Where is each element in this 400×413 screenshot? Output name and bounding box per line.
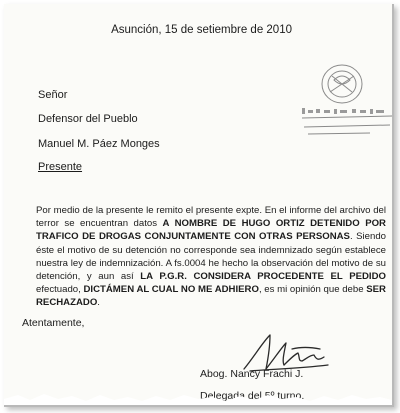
recipient-name: Manuel M. Páez Monges (38, 138, 160, 150)
body-part: , es mi opinión que debe (258, 284, 367, 296)
body-emphasis: DICTÁMEN AL CUAL NO ME ADHIERO (83, 284, 259, 296)
body-part: Por medio de la presente le remito el presente expte. En el informe del archivo del terror se encuentran datos (36, 205, 386, 230)
letter-page (4, 4, 394, 407)
body-emphasis: LA P.G.R. CONSIDERA PROCEDENTE EL PEDIDO (140, 271, 386, 283)
letter-date: Asunción, 15 de setiembre de 2010 (111, 24, 292, 36)
signer-role: Delegada del 5º turno. (200, 390, 305, 402)
body-part: . (97, 297, 100, 309)
letter-closing: Atentamente, (22, 317, 85, 329)
torn-edge (4, 391, 392, 405)
letter-body (36, 204, 386, 310)
official-stamp-icon (300, 46, 394, 138)
recipient-presente: Presente (38, 161, 83, 173)
body-emphasis: A NOMBRE DE HUGO ORTIZ DETENIDO POR TRAFICO DE DROGAS CONJUNTAMENTE CON OTRAS PERSONAS (36, 218, 386, 243)
body-part: . Siendo éste el motivo de su detención no corresponde sea indemnizado según establece nuestra ley de indemnización. A fs.0004 he hecho la observación del motivo de su detención, y aun así (36, 231, 386, 283)
body-emphasis: SER RECHAZADO (36, 284, 386, 309)
body-part: efectuado, (36, 284, 84, 296)
signer-name: Abog. Nancy Frachi J. (200, 368, 304, 380)
recipient-salutation: Señor (38, 89, 68, 101)
recipient-office: Defensor del Pueblo (38, 113, 138, 125)
